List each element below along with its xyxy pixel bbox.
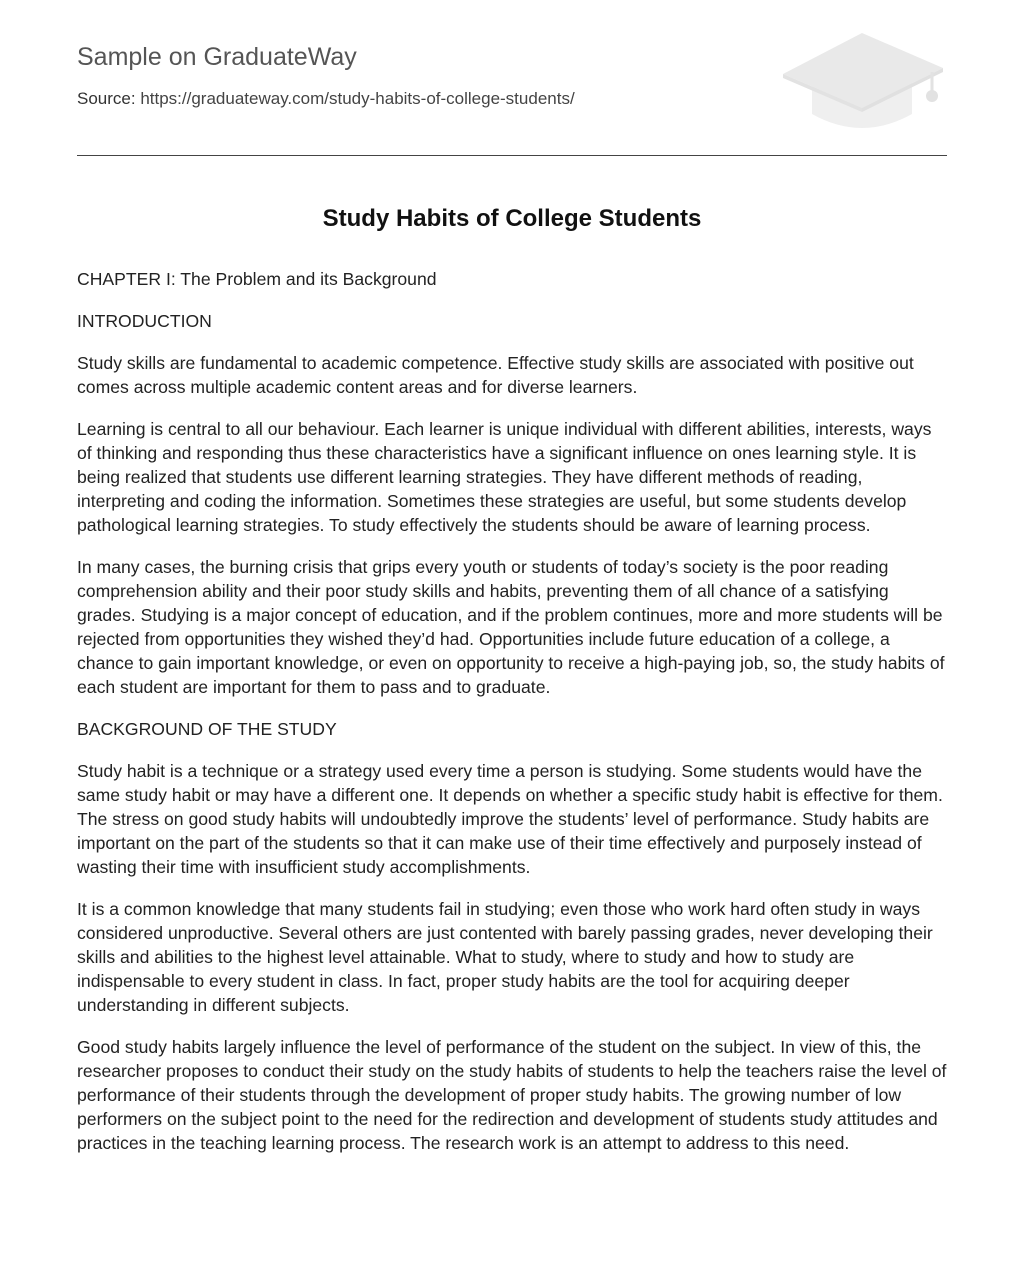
site-title: Sample on GraduateWay: [77, 43, 357, 71]
paragraph: Study skills are fundamental to academic competence. Effective study skills are associated with positive out comes across multiple academic content areas and for diverse learners.: [77, 353, 914, 397]
document-body: [77, 267, 949, 1173]
paragraph: Good study habits largely influence the level of performance of the student on the subject. In view of this, the researcher proposes to conduct their study on the study habits of students to help the teachers raise the level of performance of their students through the development of proper study habits. The growing number of low performers on the subject point to the need for the redirection and development of students study attitudes and practices in the teaching learning process. The research work is an attempt to address to this need.: [77, 1037, 947, 1153]
section-heading-introduction: INTRODUCTION: [77, 311, 212, 331]
source-line: [77, 89, 575, 109]
paragraph: In many cases, the burning crisis that grips every youth or students of today’s society is the poor reading comprehension ability and their poor study skills and habits, preventing them of all chance of a satisfying grades. Studying is a major concept of education, and if the problem continues, more and more students will be rejected from opportunities they wished they’d had. Opportunities include future education of a college, a chance to gain important knowledge, or even on opportunity to receive a high-paying job, so, the study habits of each student are important for them to pass and to graduate.: [77, 557, 945, 697]
header-divider: [77, 155, 947, 156]
document-title: Study Habits of College Students: [322, 205, 702, 232]
chapter-heading: CHAPTER I: The Problem and its Background: [77, 269, 437, 289]
paragraph: Study habit is a technique or a strategy used every time a person is studying. Some students would have the same study habit or may have a different one. It depends on whether a specific study habit is effective for them. The stress on good study habits will undoubtedly improve the students’ level of performance. Study habits are important on the part of the students so that it can make use of their time effectively and purposely instead of wasting their time with insufficient study accomplishments.: [77, 761, 943, 877]
graduation-cap-icon: [780, 30, 946, 134]
paragraph: It is a common knowledge that many students fail in studying; even those who work hard often study in ways considered unproductive. Several others are just contented with barely passing grades, never developing their skills and abilities to the highest level attainable. What to study, where to study and how to study are indispensable to every student in class. In fact, proper study habits are the tool for acquiring deeper understanding in different subjects.: [77, 899, 933, 1015]
source-link[interactable]: https://graduateway.com/study-habits-of-college-students/: [140, 89, 575, 108]
source-label: Source:: [77, 89, 136, 108]
section-heading-background: BACKGROUND OF THE STUDY: [77, 719, 337, 739]
paragraph: Learning is central to all our behaviour. Each learner is unique individual with different abilities, interests, ways of thinking and responding thus these characteristics have a significant influence on ones learning style. It is being realized that students use different learning strategies. They have different methods of reading, interpreting and coding the information. Sometimes these strategies are useful, but some students develop pathological learning strategies. To study effectively the students should be aware of learning process.: [77, 419, 932, 535]
page-header: [77, 0, 947, 156]
